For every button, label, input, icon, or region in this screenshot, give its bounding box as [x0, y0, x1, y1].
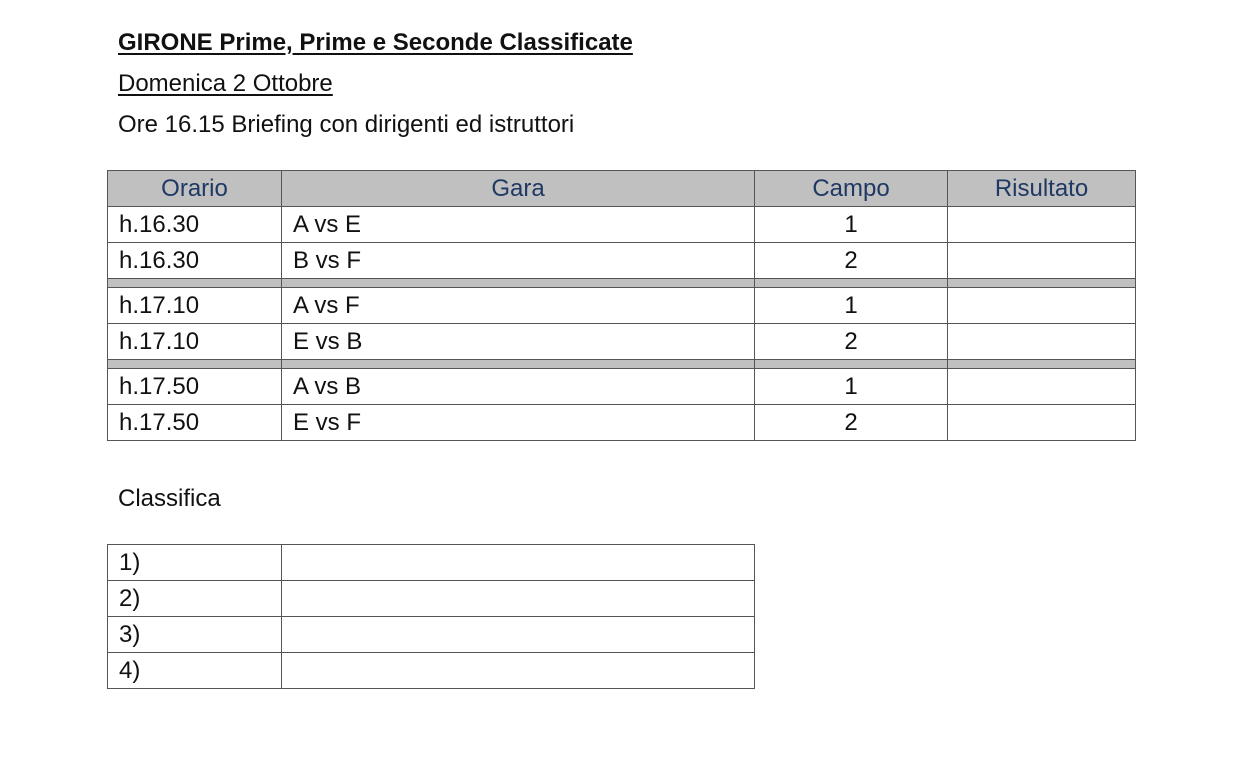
standing-team	[282, 581, 755, 617]
column-header-gara: Gara	[282, 171, 755, 207]
column-header-orario: Orario	[108, 171, 282, 207]
table-row	[108, 581, 755, 617]
table-row	[108, 617, 755, 653]
match-result	[948, 288, 1136, 324]
standing-position: 4)	[108, 653, 282, 689]
table-row	[108, 545, 755, 581]
table-row	[108, 288, 1136, 324]
match-time: h.17.10	[108, 288, 282, 324]
match-teams: B vs F	[282, 243, 755, 279]
briefing-note: Ore 16.15 Briefing con dirigenti ed istruttori	[118, 111, 575, 138]
match-time: h.17.50	[108, 405, 282, 441]
column-header-campo: Campo	[755, 171, 948, 207]
table-header-row	[108, 171, 1136, 207]
table-row	[108, 369, 1136, 405]
round-separator	[108, 360, 1136, 369]
standing-team	[282, 653, 755, 689]
match-time: h.17.10	[108, 324, 282, 360]
table-row	[108, 324, 1136, 360]
standing-position: 2)	[108, 581, 282, 617]
match-field: 1	[755, 207, 948, 243]
standings-label: Classifica	[118, 485, 221, 512]
match-field: 2	[755, 243, 948, 279]
match-result	[948, 243, 1136, 279]
match-field: 2	[755, 324, 948, 360]
standing-position: 1)	[108, 545, 282, 581]
page-title: GIRONE Prime, Prime e Seconde Classificate	[118, 29, 633, 56]
match-result	[948, 369, 1136, 405]
match-teams: A vs B	[282, 369, 755, 405]
table-row	[108, 653, 755, 689]
match-result	[948, 405, 1136, 441]
match-result	[948, 324, 1136, 360]
column-header-risultato: Risultato	[948, 171, 1136, 207]
match-teams: E vs F	[282, 405, 755, 441]
table-row	[108, 207, 1136, 243]
match-time: h.16.30	[108, 243, 282, 279]
match-teams: A vs F	[282, 288, 755, 324]
match-field: 1	[755, 369, 948, 405]
match-time: h.16.30	[108, 207, 282, 243]
table-row	[108, 243, 1136, 279]
match-result	[948, 207, 1136, 243]
event-date: Domenica 2 Ottobre	[118, 70, 333, 97]
match-time: h.17.50	[108, 369, 282, 405]
table-row	[108, 405, 1136, 441]
match-teams: E vs B	[282, 324, 755, 360]
standing-team	[282, 617, 755, 653]
match-field: 1	[755, 288, 948, 324]
standings-table	[107, 544, 755, 689]
match-schedule-table	[107, 170, 1136, 441]
standing-team	[282, 545, 755, 581]
match-field: 2	[755, 405, 948, 441]
match-teams: A vs E	[282, 207, 755, 243]
standing-position: 3)	[108, 617, 282, 653]
round-separator	[108, 279, 1136, 288]
